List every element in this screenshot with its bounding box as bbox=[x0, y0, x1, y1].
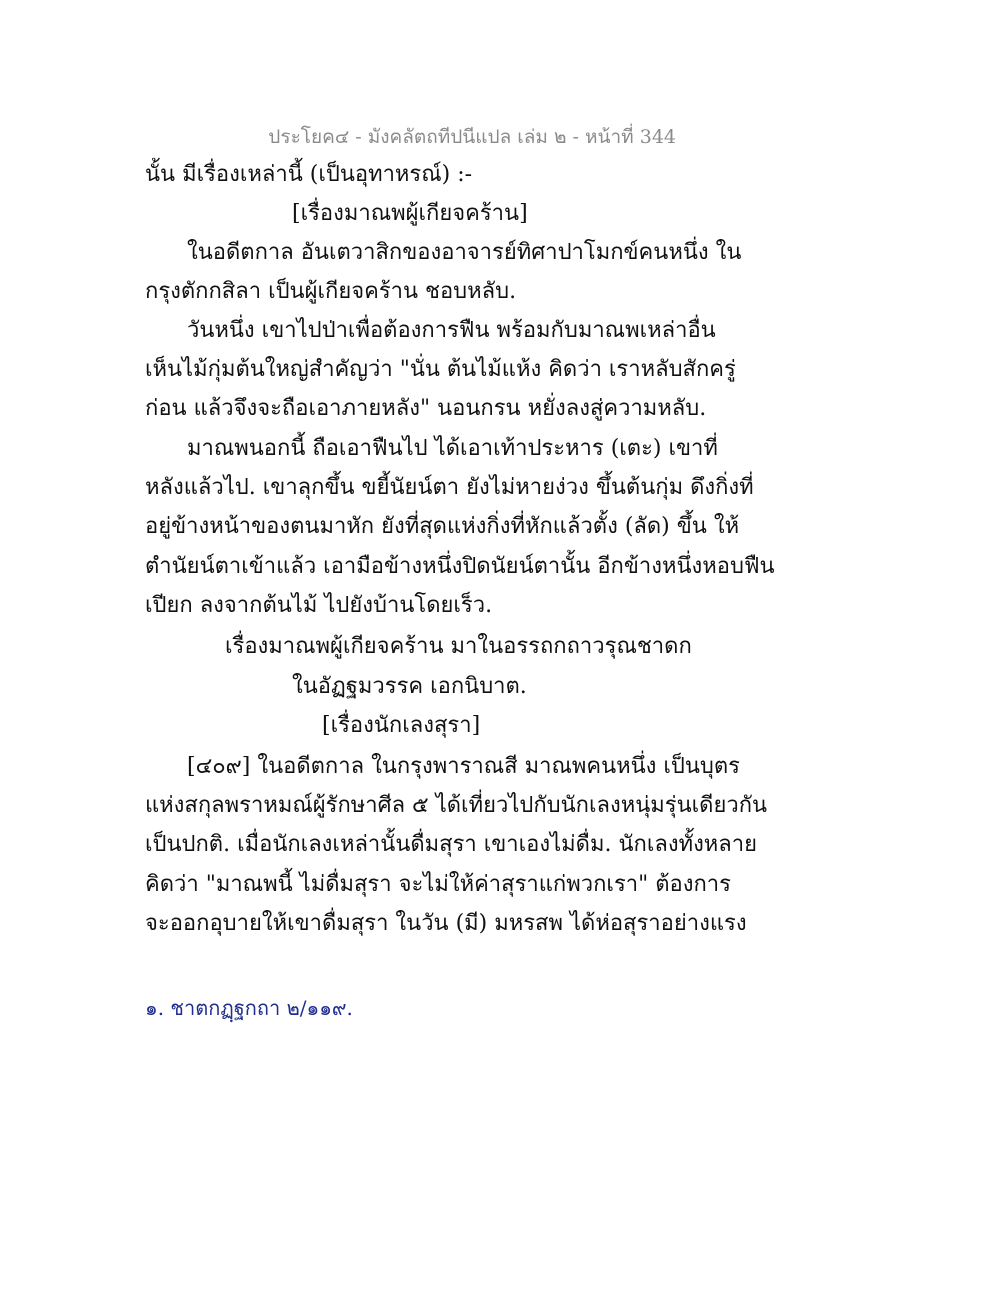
text-line: กรุงตักกสิลา เป็นผู้เกียจคร้าน ชอบหลับ. bbox=[145, 279, 517, 304]
text-line: ก่อน แล้วจึงจะถือเอาภายหลัง" นอนกรน หยั่งลงสู่ความหลับ. bbox=[145, 396, 707, 421]
text-line: เห็นไม้กุ่มต้นใหญ่สำคัญว่า "นั่น ต้นไม้แห้ง คิดว่า เราหลับสักครู่ bbox=[145, 357, 736, 382]
source-note: ในอัฏฐมวรรค เอกนิบาต. bbox=[292, 674, 527, 699]
footnote: ๑. ชาตกฏฺฐกถา ๒/๑๑๙. bbox=[145, 996, 353, 1020]
running-head: ประโยค๔ - มังคลัตถทีปนีแปล เล่ม ๒ - หน้าที่ 344 bbox=[268, 126, 676, 148]
story-title: [เรื่องนักเลงสุรา] bbox=[322, 713, 481, 738]
text-line: เปียก ลงจากต้นไม้ ไปยังบ้านโดยเร็ว. bbox=[145, 593, 493, 618]
text-line: คิดว่า "มาณพนี้ ไม่ดื่มสุรา จะไม่ให้ค่าสุราแก่พวกเรา" ต้องการ bbox=[145, 872, 731, 897]
story-title: [เรื่องมาณพผู้เกียจคร้าน] bbox=[292, 201, 528, 226]
text-line: ในอดีตกาล อันเตวาสิกของอาจารย์ทิศาปาโมกข์คนหนึ่ง ใน bbox=[187, 240, 742, 265]
text-line: อยู่ข้างหน้าของตนมาหัก ยังที่สุดแห่งกิ่งที่หักแล้วตั้ง (ลัด) ขึ้น ให้ bbox=[145, 514, 740, 539]
text-line: วันหนึ่ง เขาไปป่าเพื่อต้องการฟืน พร้อมกับมาณพเหล่าอื่น bbox=[187, 318, 716, 343]
text-line: หลังแล้วไป. เขาลุกขึ้น ขยี้นัยน์ตา ยังไม่หายง่วง ขึ้นต้นกุ่ม ดึงกิ่งที่ bbox=[145, 475, 754, 500]
text-line: นั้น มีเรื่องเหล่านี้ (เป็นอุทาหรณ์) :- bbox=[145, 162, 473, 187]
text-line: แห่งสกุลพราหมณ์ผู้รักษาศีล ๕ ได้เที่ยวไปกับนักเลงหนุ่มรุ่นเดียวกัน bbox=[145, 793, 768, 818]
text-line: เป็นปกติ. เมื่อนักเลงเหล่านั้นดื่มสุรา เขาเองไม่ดื่ม. นักเลงทั้งหลาย bbox=[145, 832, 758, 857]
source-note: เรื่องมาณพผู้เกียจคร้าน มาในอรรถกถาวรุณชาดก bbox=[225, 634, 692, 659]
text-line: มาณพนอกนี้ ถือเอาฟืนไป ได้เอาเท้าประหาร (เตะ) เขาที่ bbox=[187, 436, 718, 461]
text-line: ตำนัยน์ตาเข้าแล้ว เอามือข้างหนึ่งปิดนัยน์ตานั้น อีกข้างหนึ่งหอบฟืน bbox=[145, 554, 775, 579]
text-line: จะออกอุบายให้เขาดื่มสุรา ในวัน (มี) มหรสพ ได้ห่อสุราอย่างแรง bbox=[145, 911, 747, 936]
text-line: [๔๐๙] ในอดีตกาล ในกรุงพาราณสี มาณพคนหนึ่ง เป็นบุตร bbox=[187, 754, 740, 779]
